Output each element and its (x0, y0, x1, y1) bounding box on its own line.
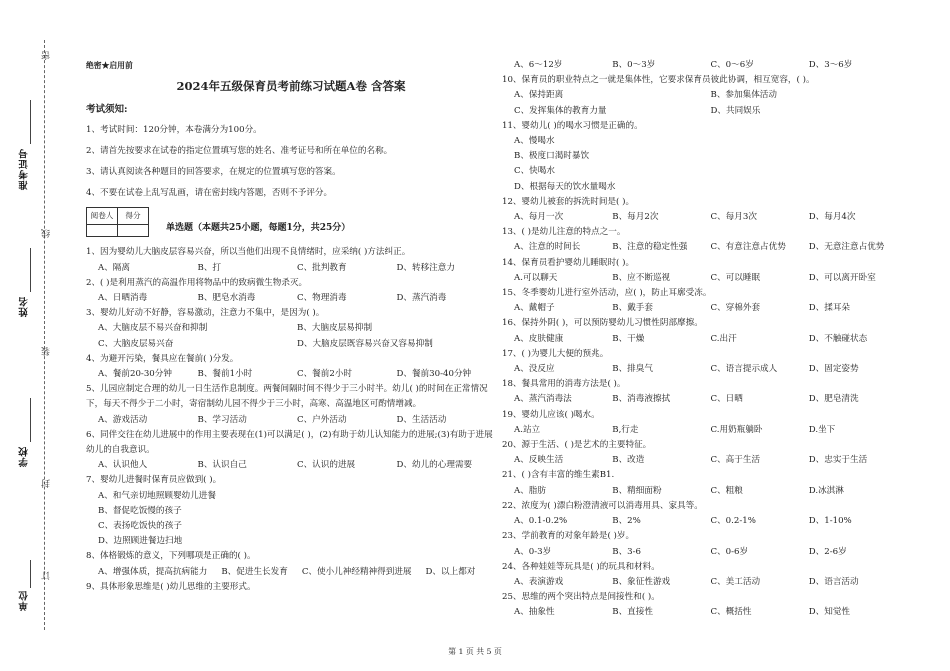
answer-option[interactable]: B、促进生长发育 (221, 566, 288, 577)
answer-option[interactable]: C、餐前2小时 (297, 369, 353, 380)
question-text: 14、保育员看护婴幼儿睡眠时( )。 (502, 257, 635, 268)
answer-option[interactable]: D、可以离开卧室 (808, 272, 876, 283)
answer-option[interactable]: D、边照顾进餐边扫地 (98, 536, 183, 547)
answer-option[interactable]: B、改造 (612, 455, 645, 466)
answer-option[interactable]: A、没反应 (514, 364, 555, 375)
answer-options (502, 332, 907, 347)
answer-options (86, 321, 496, 351)
answer-options (86, 458, 496, 473)
answer-option[interactable]: B、打 (197, 262, 222, 273)
answer-option[interactable]: D、无意注意占优势 (808, 242, 885, 253)
answer-option[interactable]: D、转移注意力 (396, 262, 455, 273)
answer-option[interactable]: C、有意注意占优势 (710, 242, 786, 253)
question-block (502, 225, 907, 255)
answer-option[interactable]: D、共同娱乐 (710, 105, 761, 116)
question-block (502, 377, 907, 407)
question-block (502, 256, 907, 286)
answer-option[interactable]: A、保持距离 (514, 90, 564, 101)
name-field[interactable] (30, 248, 31, 292)
answer-option[interactable]: D、餐前30-40分钟 (396, 369, 472, 380)
section-header (86, 207, 496, 245)
answer-option[interactable]: C、0～6岁 (710, 60, 754, 70)
answer-options (502, 301, 907, 316)
answer-options (502, 423, 907, 438)
answer-option[interactable]: A、反映生活 (514, 455, 564, 466)
answer-option[interactable]: B、每月2次 (612, 212, 659, 223)
answer-option[interactable]: B、干燥 (612, 333, 645, 344)
answer-options (86, 489, 496, 550)
unit-field[interactable] (30, 560, 31, 588)
answer-option[interactable]: A、0-3岁 (514, 546, 552, 557)
answer-option[interactable]: A、戴帽子 (514, 303, 555, 314)
answer-option[interactable]: B、精细面粉 (612, 485, 662, 496)
question-block (502, 590, 907, 620)
binding-dashed-line (44, 40, 45, 630)
answer-option[interactable]: D、大脑皮层既容易兴奋又容易抑制 (297, 338, 433, 349)
answer-option[interactable]: D、生活活动 (396, 414, 447, 425)
question-text: 17、( )为婴儿大便的预兆。 (502, 348, 609, 359)
answer-options (86, 565, 496, 580)
left-column (86, 58, 496, 595)
answer-options (86, 291, 496, 306)
seal-char: 装 (42, 346, 52, 356)
answer-option[interactable]: A.站立 (514, 424, 541, 435)
question-block (86, 580, 496, 595)
answer-options (502, 484, 907, 499)
question-block (502, 560, 907, 590)
answer-option[interactable]: C、户外活动 (297, 414, 347, 425)
score-table (86, 207, 149, 236)
answer-option[interactable]: B、肥皂水消毒 (197, 293, 256, 304)
question-text: 22、浓度为( )漂白粉澄清液可以消毒用具、家具等。 (502, 500, 703, 511)
instruction-item: 3、请认真阅读各种题目的回答要求，在规定的位置填写您的答案。 (86, 167, 341, 178)
answer-option[interactable]: C、美工活动 (710, 576, 761, 587)
answer-options (502, 514, 907, 529)
answer-option[interactable]: D、固定姿势 (808, 364, 859, 375)
question-text: 4、为避开污染，餐具应在餐前( )分发。 (86, 353, 239, 364)
grader-header: 阅卷人 (87, 208, 118, 224)
exam-number-field[interactable] (30, 100, 31, 144)
answer-option[interactable]: B、餐前1小时 (197, 369, 253, 380)
question-text: 8、体格锻炼的意义，下列哪项是正确的( )。 (86, 551, 256, 562)
q9-options (502, 58, 907, 73)
answer-options (502, 134, 907, 195)
answer-option[interactable]: B,行走 (612, 424, 639, 435)
answer-options (502, 575, 907, 590)
instruction-item: 1、考试时间：120分钟，本卷满分为100分。 (86, 124, 262, 135)
question-block (86, 306, 496, 352)
answer-option[interactable]: D、蒸汽消毒 (396, 293, 447, 304)
answer-options (502, 210, 907, 225)
question-text: 10、保育员的职业特点之一就是集体性，它要求保育员彼此协调，相互宽容，( )。 (502, 75, 815, 86)
answer-option[interactable]: C、认识的进展 (297, 460, 356, 471)
answer-option[interactable]: B、排臭气 (612, 364, 653, 375)
name-label: 姓名 (19, 296, 30, 317)
question-block (502, 438, 907, 468)
question-text: 9、具体形象思维是( )幼儿思维的主要形式。 (86, 581, 256, 592)
instruction-item: 2、请首先按要求在试卷的指定位置填写您的姓名、准考证号和所在单位的名称。 (86, 145, 393, 156)
secret-mark: 绝密★启用前 (86, 61, 133, 70)
answer-options (502, 362, 907, 377)
score-cell[interactable] (118, 224, 149, 236)
answer-option[interactable]: C.出汗 (710, 333, 737, 344)
answer-option[interactable]: B、督促吃饭慢的孩子 (98, 505, 182, 516)
answer-option[interactable]: C、语言提示成人 (710, 364, 778, 375)
question-text: 13、( )是幼儿注意的特点之一。 (502, 227, 626, 238)
question-text: 6、同伴交往在幼儿进展中的作用主要表现在(1)可以满足( )，(2)有助于幼儿认知能力的进展;(3)有助于进展幼儿的自我意识。 (86, 429, 493, 456)
exam-title: 2024年五级保育员考前练习试题A卷 含答案 (176, 79, 406, 94)
answer-options (502, 605, 907, 620)
answer-option[interactable]: D、语言活动 (808, 576, 859, 587)
answer-option[interactable]: A、脂肪 (514, 485, 546, 496)
answer-option[interactable]: C、使小儿神经精神得到进展 (301, 566, 412, 577)
question-block (502, 347, 907, 377)
question-block (502, 286, 907, 316)
answer-option[interactable]: B、戴手套 (612, 303, 653, 314)
answer-option[interactable]: A、抽象性 (514, 607, 555, 618)
answer-option[interactable]: C、物理消毒 (297, 293, 347, 304)
score-header: 得分 (118, 208, 149, 224)
answer-option[interactable]: A、6～12岁 (514, 60, 563, 70)
answer-option[interactable]: D、1-10% (808, 516, 852, 527)
answer-option[interactable]: A、餐前20-30分钟 (98, 369, 172, 380)
answer-options (502, 240, 907, 255)
answer-option[interactable]: C、表扬吃饭快的孩子 (98, 521, 182, 532)
answer-option[interactable]: D、知觉性 (808, 607, 851, 618)
question-text: 18、餐具常用的消毒方法是( )。 (502, 379, 626, 390)
answer-options (86, 367, 496, 382)
answer-option[interactable]: D、3～6岁 (808, 60, 853, 70)
answer-option[interactable]: A、蒸汽消毒法 (514, 394, 572, 405)
answer-option[interactable]: A.可以聊天 (514, 272, 558, 283)
answer-option[interactable]: D、忠实于生活 (808, 455, 868, 466)
answer-option[interactable]: D.坐下 (808, 424, 836, 435)
seal-char: 订 (42, 570, 52, 580)
answer-option[interactable]: D.冰淇淋 (808, 485, 844, 496)
answer-option[interactable]: C、快喝水 (514, 166, 555, 177)
answer-option[interactable]: C、概括性 (710, 607, 752, 618)
answer-option[interactable]: A、认识他人 (98, 460, 148, 471)
question-block (502, 529, 907, 559)
answer-options (502, 545, 907, 560)
question-text: 5、儿园应制定合理的幼儿一日生活作息制度。两餐间隔时间不得少于三小时半。幼儿( )的时间在正常情况下，每天不得少于二小时，寄宿制幼儿园不得少于三小时，高寒、高温地区可酌情增减。 (86, 384, 488, 410)
question-text: 24、各种娃娃等玩具是( )的玩具和材料。 (502, 561, 660, 572)
answer-option[interactable]: B、参加集体活动 (710, 90, 777, 101)
question-block (86, 473, 496, 549)
answer-option[interactable]: C、批判教育 (297, 262, 347, 273)
answer-options (502, 453, 907, 468)
question-block (502, 408, 907, 438)
page-footer: 第 1 页 共 5 页 (448, 647, 502, 656)
answer-option[interactable]: A、隔离 (98, 262, 130, 273)
answer-option[interactable]: D、肥皂清洗 (808, 394, 859, 405)
question-block (502, 499, 907, 529)
answer-option[interactable]: C.用奶瓶躺卧 (710, 424, 763, 435)
answer-option[interactable]: C、大脑皮层易兴奋 (98, 338, 174, 349)
answer-option[interactable]: B、应不断巡视 (612, 272, 671, 283)
answer-option[interactable]: A、增强体质，提高抗病能力 (98, 566, 208, 577)
answer-option[interactable]: C、粗粮 (710, 485, 743, 496)
answer-option[interactable]: C、0.2-1% (710, 516, 756, 527)
answer-option[interactable]: C、高于生活 (710, 455, 761, 466)
question-text: 19、婴幼儿应该( )喝水。 (502, 409, 600, 420)
answer-option[interactable]: D、每月4次 (808, 212, 856, 223)
answer-option[interactable]: C、0-6岁 (710, 546, 749, 557)
question-block (86, 276, 496, 306)
answer-option[interactable]: C、发挥集体的教育力量 (514, 105, 607, 116)
question-text: 21、( )含有丰富的维生素B1. (502, 470, 615, 481)
question-text: 25、思维的两个突出特点是间接性和( )。 (502, 592, 660, 603)
answer-option[interactable]: A、0.1-0.2% (514, 516, 568, 527)
answer-option[interactable]: B、象征性游戏 (612, 576, 671, 587)
question-block (502, 119, 907, 195)
answer-option[interactable]: A、日晒消毒 (98, 293, 148, 304)
question-block (502, 195, 907, 225)
question-text: 2、( )是利用蒸汽的高温作用将物品中的致病微生物杀灭。 (86, 277, 308, 288)
exam-number-label: 准考证号 (19, 148, 30, 190)
answer-option[interactable]: B、学习活动 (197, 414, 247, 425)
question-block (86, 428, 496, 474)
unit-label: 单位 (19, 590, 30, 611)
answer-option[interactable]: A、表演游戏 (514, 576, 564, 587)
answer-option[interactable]: A、注意的时间长 (514, 242, 581, 253)
answer-option[interactable]: B、0～3岁 (612, 60, 656, 70)
section-title: 单选题（本题共25小题，每题1分，共25分） (166, 223, 351, 234)
question-block (502, 316, 907, 346)
answer-option[interactable]: A、慢喝水 (514, 136, 555, 147)
question-block (86, 382, 496, 428)
question-block (502, 73, 907, 119)
right-column (502, 58, 907, 621)
answer-option[interactable]: B、3-6 (612, 546, 641, 557)
answer-option[interactable]: B、2% (612, 516, 641, 527)
seal-char: 封 (42, 478, 52, 488)
question-text: 1、因为婴幼儿大脑皮层容易兴奋，所以当他们出现不良情绪时，应采纳( )方法纠正。 (86, 247, 411, 258)
question-text: 7、婴幼儿进餐时保育员应做到( )。 (86, 475, 222, 486)
question-list-right (502, 73, 907, 620)
answer-option[interactable]: B、消毒液擦拭 (612, 394, 671, 405)
school-label: 学校 (19, 446, 30, 467)
answer-option[interactable]: A、游戏活动 (98, 414, 148, 425)
answer-option[interactable]: B、极度口渴时暴饮 (514, 151, 590, 162)
question-block (502, 468, 907, 498)
question-text: 15、冬季婴幼儿进行室外活动，应( )，防止耳廓受冻。 (502, 288, 712, 299)
instruction-item: 4、不要在试卷上乱写乱画，请在密封线内答题，否则不予评分。 (86, 188, 333, 199)
question-text: 3、婴幼儿好动不好静，容易激动，注意力不集中，是因为( )。 (86, 308, 325, 319)
answer-option[interactable]: A、每月一次 (514, 212, 564, 223)
answer-options (502, 271, 907, 286)
question-text: 16、保持外阴( )，可以预防婴幼儿习惯性阴部摩擦。 (502, 318, 703, 329)
answer-option[interactable]: C、穿棉外套 (710, 303, 761, 314)
answer-option[interactable]: A、皮肤健康 (514, 333, 564, 344)
question-text: 12、婴幼儿被套的拆洗时间是( )。 (502, 196, 635, 207)
answer-option[interactable]: B、认识自己 (197, 460, 247, 471)
answer-option[interactable]: D、不触碰状态 (808, 333, 868, 344)
answer-option[interactable]: C、每月3次 (710, 212, 757, 223)
question-text: 23、学前教育的对象年龄是( )岁。 (502, 531, 635, 542)
answer-option[interactable]: B、大脑皮层易抑制 (297, 323, 373, 334)
question-block (86, 352, 496, 382)
question-block (86, 549, 496, 579)
question-list-left (86, 245, 496, 595)
answer-option[interactable]: D、揉耳朵 (808, 303, 851, 314)
answer-options (86, 413, 496, 428)
question-text: 11、婴幼儿( )的喝水习惯是正确的。 (502, 120, 643, 131)
seal-char: 密 (42, 50, 52, 60)
answer-option[interactable]: D、以上都对 (425, 566, 476, 577)
instructions-heading: 考试须知: (86, 104, 128, 116)
answer-option[interactable]: B、注意的稳定性强 (612, 242, 688, 253)
answer-option[interactable]: B、直接性 (612, 607, 653, 618)
answer-option[interactable]: D、2-6岁 (808, 546, 847, 557)
school-field[interactable] (30, 398, 31, 442)
answer-options (502, 88, 907, 118)
answer-option[interactable]: D、根据每天的饮水量喝水 (514, 181, 616, 192)
answer-option[interactable]: D、幼儿的心理需要 (396, 460, 473, 471)
answer-option[interactable]: C、日晒 (710, 394, 743, 405)
answer-option[interactable]: A、和气亲切地照顾婴幼儿进餐 (98, 490, 216, 501)
question-text: 20、源于生活、( )是艺术的主要特征。 (502, 440, 652, 451)
answer-options (86, 261, 496, 276)
seal-char: 线 (42, 228, 52, 238)
answer-option[interactable]: C、可以睡眠 (710, 272, 761, 283)
answer-options (502, 392, 907, 407)
question-block (86, 245, 496, 275)
answer-option[interactable]: A、大脑皮层不易兴奋和抑制 (98, 323, 208, 334)
grader-cell[interactable] (87, 224, 118, 236)
